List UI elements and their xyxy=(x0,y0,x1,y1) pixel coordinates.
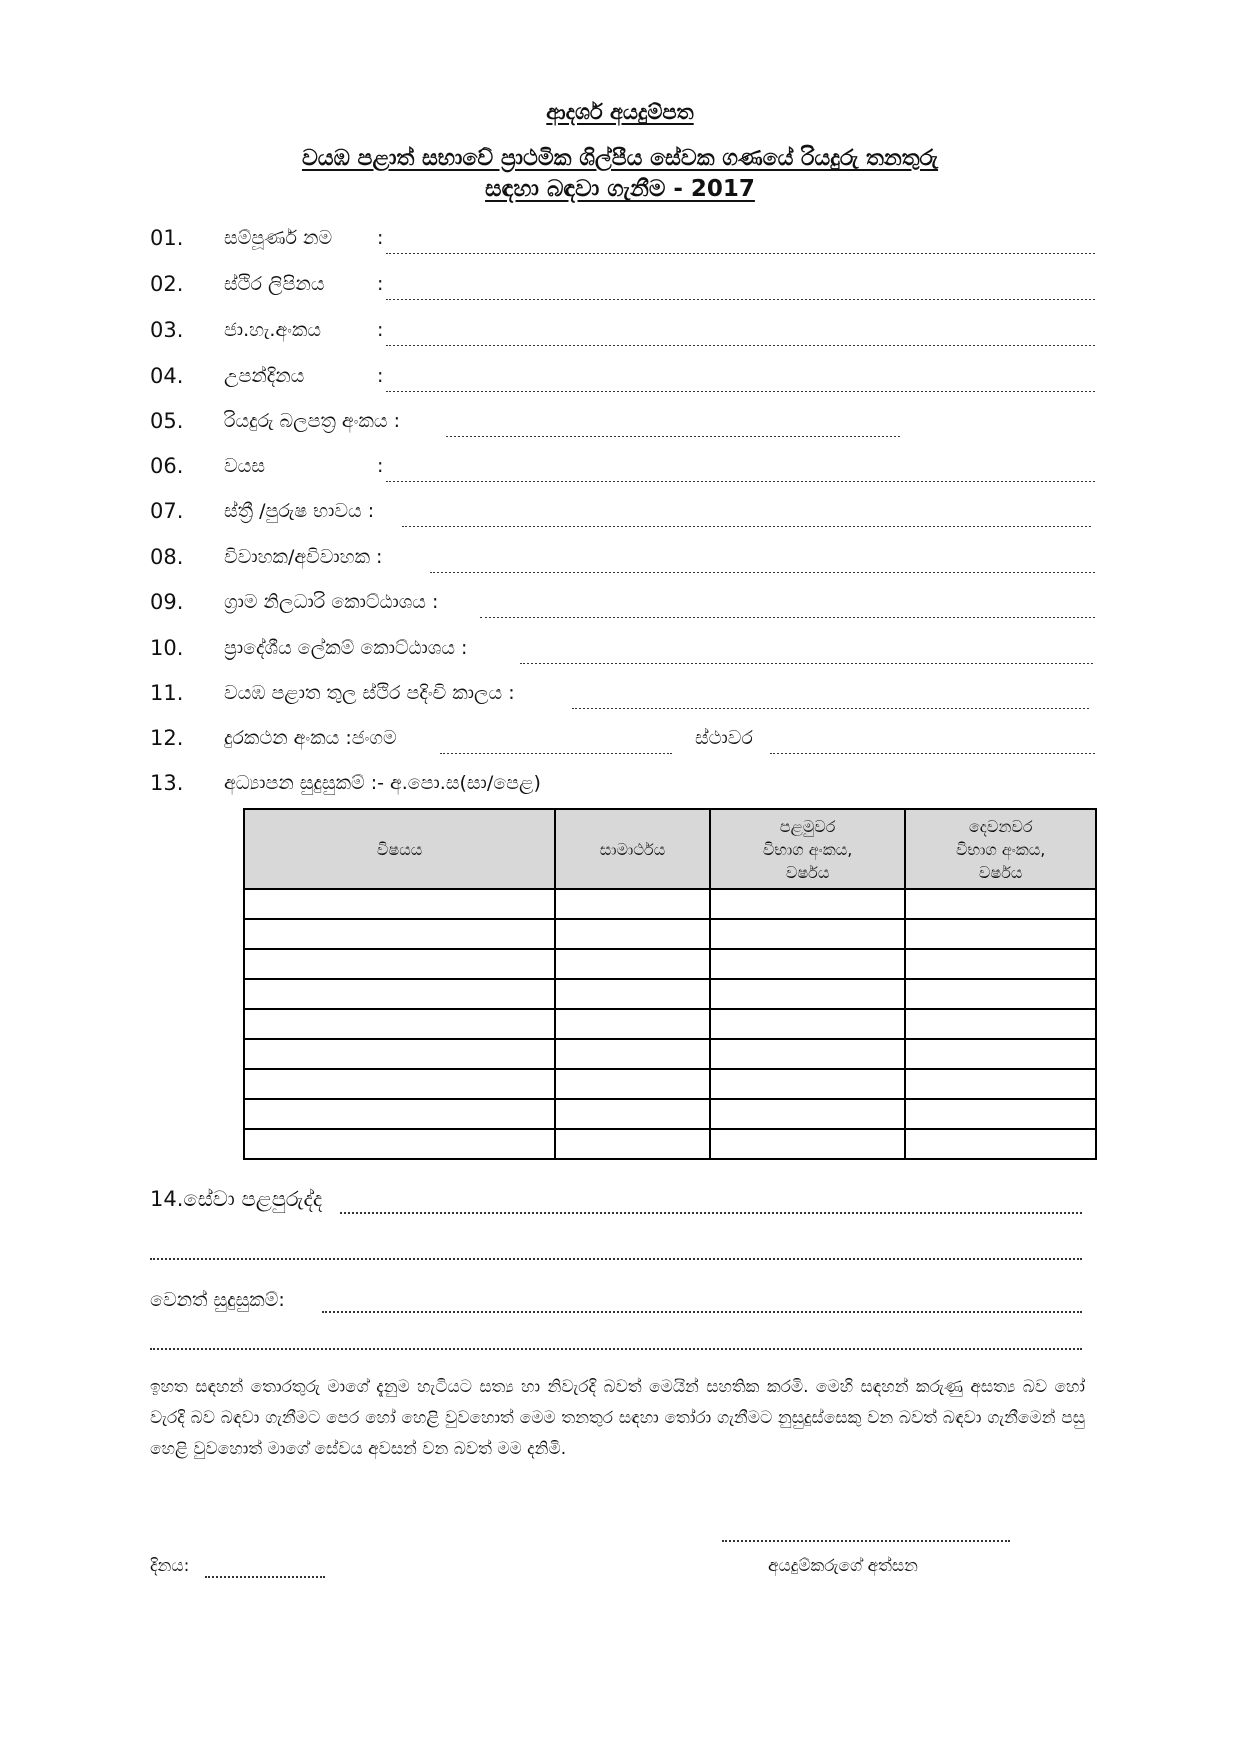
service-experience-line-1 xyxy=(150,1188,1082,1214)
table-cell[interactable] xyxy=(905,949,1096,979)
date-label: දිනය: xyxy=(150,1556,190,1576)
landline-input-line[interactable] xyxy=(770,727,1095,754)
field-residence-period xyxy=(150,677,1095,709)
field-gn-division xyxy=(150,586,1095,618)
field-label: අධ්‍යාපන සුදුසුකම් :- අ.පො.ස(සා/පෙළ) xyxy=(224,772,541,794)
form-title: ආදර්ශ අයදුම්පත xyxy=(546,100,694,124)
field-gender xyxy=(150,495,1095,527)
table-cell[interactable] xyxy=(555,1069,710,1099)
field-number: 11. xyxy=(150,681,184,705)
service-experience-label: 14.සේවා පළපුරුද්ද xyxy=(150,1187,323,1211)
table-row xyxy=(244,949,1096,979)
table-cell[interactable] xyxy=(555,1009,710,1039)
field-nic-number: 03. ජා.හැ.අංකය : xyxy=(150,314,1095,346)
field-permanent-address: 02. ස්ථිර ලිපිනය : xyxy=(150,268,1095,300)
table-cell[interactable] xyxy=(244,919,555,949)
field-full-name: 01. සම්පූර්ණ නම : xyxy=(150,222,1095,254)
table-cell[interactable] xyxy=(905,1069,1096,1099)
field-label: වයඹ පළාත තුල ස්ථිර පදිංචි කාලය : xyxy=(224,682,515,704)
field-number: 09. xyxy=(150,590,184,614)
field-number: 02. xyxy=(150,272,184,296)
table-cell[interactable] xyxy=(905,1009,1096,1039)
signature-label: අයදුම්කරුගේ අත්සන xyxy=(768,1556,918,1576)
table-cell[interactable] xyxy=(244,1069,555,1099)
table-cell[interactable] xyxy=(555,1039,710,1069)
landline-label: ස්ථාවර xyxy=(695,727,753,749)
table-cell[interactable] xyxy=(244,949,555,979)
other-qualifications-input-line[interactable] xyxy=(150,1346,1082,1350)
field-driving-licence xyxy=(150,405,1095,437)
field-education xyxy=(150,767,1095,799)
field-label: ජා.හැ.අංකය xyxy=(224,319,322,341)
date-input-line[interactable] xyxy=(205,1574,325,1578)
field-marital-status xyxy=(150,541,1095,573)
header-second-attempt: දෙවනවර විභාග අංකය, වර්ෂය xyxy=(905,809,1096,889)
service-experience-input-line[interactable] xyxy=(150,1256,1082,1260)
field-number: 06. xyxy=(150,454,184,478)
table-cell[interactable] xyxy=(905,919,1096,949)
form-subtitle-year: සඳහා බඳවා ගැනීම - 2017 xyxy=(485,176,755,202)
gn-division-input-line[interactable] xyxy=(480,591,1095,618)
address-input-line[interactable] xyxy=(386,273,1095,300)
table-cell[interactable] xyxy=(244,889,555,919)
table-cell[interactable] xyxy=(710,889,906,919)
table-row xyxy=(244,889,1096,919)
field-label: රියදුරු බලපත්‍ර අංකය : xyxy=(224,410,400,432)
other-qualifications-line-1 xyxy=(150,1287,1082,1313)
field-number: 04. xyxy=(150,364,184,388)
table-cell[interactable] xyxy=(244,1099,555,1129)
table-row xyxy=(244,979,1096,1009)
table-cell[interactable] xyxy=(905,889,1096,919)
table-cell[interactable] xyxy=(905,1129,1096,1159)
field-label: ස්ත්‍රී /පුරුෂ භාවය : xyxy=(224,500,375,522)
table-cell[interactable] xyxy=(555,889,710,919)
education-table xyxy=(243,808,1097,1160)
field-telephone xyxy=(150,722,1095,754)
table-cell[interactable] xyxy=(710,979,906,1009)
field-label: සම්පූර්ණ නම xyxy=(224,227,333,249)
service-experience-input-line[interactable] xyxy=(340,1210,1082,1214)
table-cell[interactable] xyxy=(244,1129,555,1159)
table-cell[interactable] xyxy=(710,1009,906,1039)
field-label: උපන්දිනය xyxy=(224,365,305,387)
table-cell[interactable] xyxy=(555,949,710,979)
service-experience-line-2 xyxy=(150,1234,1082,1260)
table-row xyxy=(244,1129,1096,1159)
field-number: 05. xyxy=(150,409,184,433)
header-first-attempt: පළමුවර විභාග අංකය, වර්ෂය xyxy=(710,809,906,889)
table-cell[interactable] xyxy=(905,1099,1096,1129)
education-table-header xyxy=(244,809,1096,889)
table-cell[interactable] xyxy=(710,1039,906,1069)
table-cell[interactable] xyxy=(244,1009,555,1039)
ds-division-input-line[interactable] xyxy=(520,637,1093,664)
table-row xyxy=(244,1039,1096,1069)
field-label: ස්ථිර ලිපිනය xyxy=(224,273,325,295)
field-number: 01. xyxy=(150,226,184,250)
signature-input-line[interactable] xyxy=(722,1538,1010,1542)
nic-input-line[interactable] xyxy=(386,319,1095,346)
field-number: 03. xyxy=(150,318,184,342)
header-grade: සාමාර්ථය xyxy=(555,809,710,889)
table-cell[interactable] xyxy=(710,949,906,979)
table-cell[interactable] xyxy=(710,1069,906,1099)
field-number: 13. xyxy=(150,771,184,795)
other-qualifications-input-line[interactable] xyxy=(322,1309,1082,1313)
table-cell[interactable] xyxy=(244,1039,555,1069)
table-cell[interactable] xyxy=(710,1129,906,1159)
field-number: 07. xyxy=(150,499,184,523)
other-qualifications-label: වෙනත් සුදුසුකම්: xyxy=(150,1289,285,1311)
birth-date-input-line[interactable] xyxy=(386,365,1095,392)
age-input-line[interactable] xyxy=(386,455,1095,482)
field-number: 12. xyxy=(150,726,184,750)
field-number: 10. xyxy=(150,636,184,660)
field-ds-division xyxy=(150,632,1095,664)
form-subtitle: වයඹ පළාත් සභාවේ ප්‍රාථමික ශිල්පීය සේවක ගණයේ රියදුරු තනතුරු xyxy=(301,146,939,171)
mobile-input-line[interactable] xyxy=(440,727,672,754)
table-cell[interactable] xyxy=(244,979,555,1009)
field-label: විවාහක/අවිවාහක : xyxy=(224,546,383,568)
field-label: ග්‍රාම නිලධාරි කොට්ඨාශය : xyxy=(224,591,439,613)
field-label: ප්‍රාදේශීය ලේකම් කොට්ඨාශය : xyxy=(224,637,468,659)
field-birth-date: 04. උපන්දිනය : xyxy=(150,360,1095,392)
table-cell[interactable] xyxy=(555,1129,710,1159)
table-row xyxy=(244,1009,1096,1039)
field-label: වයස xyxy=(224,455,265,477)
field-label: දුරකථන අංකය :ජංගම xyxy=(224,727,397,749)
gender-input-line[interactable] xyxy=(402,500,1091,527)
marital-input-line[interactable] xyxy=(430,546,1095,573)
table-row xyxy=(244,1099,1096,1129)
table-cell[interactable] xyxy=(555,1099,710,1129)
licence-input-line[interactable] xyxy=(446,410,900,437)
table-cell[interactable] xyxy=(710,1099,906,1129)
residence-input-line[interactable] xyxy=(572,682,1089,709)
table-cell[interactable] xyxy=(555,919,710,949)
table-row xyxy=(244,1069,1096,1099)
other-qualifications-line-2 xyxy=(150,1324,1082,1350)
header-subject: විෂයය xyxy=(244,809,555,889)
full-name-input-line[interactable] xyxy=(386,227,1095,254)
table-cell[interactable] xyxy=(905,1039,1096,1069)
table-cell[interactable] xyxy=(555,979,710,1009)
declaration-text: ඉහත සඳහන් තොරතුරු මාගේ දැනුම හැටියට සත්‍ය හා නිවැරදි බවත් මෙයින් සහතික කරමි. මෙහි සඳහන් කරුණු අසත්‍ය බව හෝ වැරදි බව බඳවා ගැනීමට පෙර හෝ හෙළි වුවහොත් මෙම තනතුර සඳහා තෝරා ගැනීමට නුසුදුස්සෙකු වන බවත් බඳවා ගැනීමෙන් පසු හෙළි වුවහොත් මාගේ සේවය අවසන් වන බවත් මම දනිමි. xyxy=(150,1377,1085,1459)
table-cell[interactable] xyxy=(905,979,1096,1009)
table-cell[interactable] xyxy=(710,919,906,949)
table-row xyxy=(244,919,1096,949)
field-age: 06. වයස : xyxy=(150,450,1095,482)
field-number: 08. xyxy=(150,545,184,569)
